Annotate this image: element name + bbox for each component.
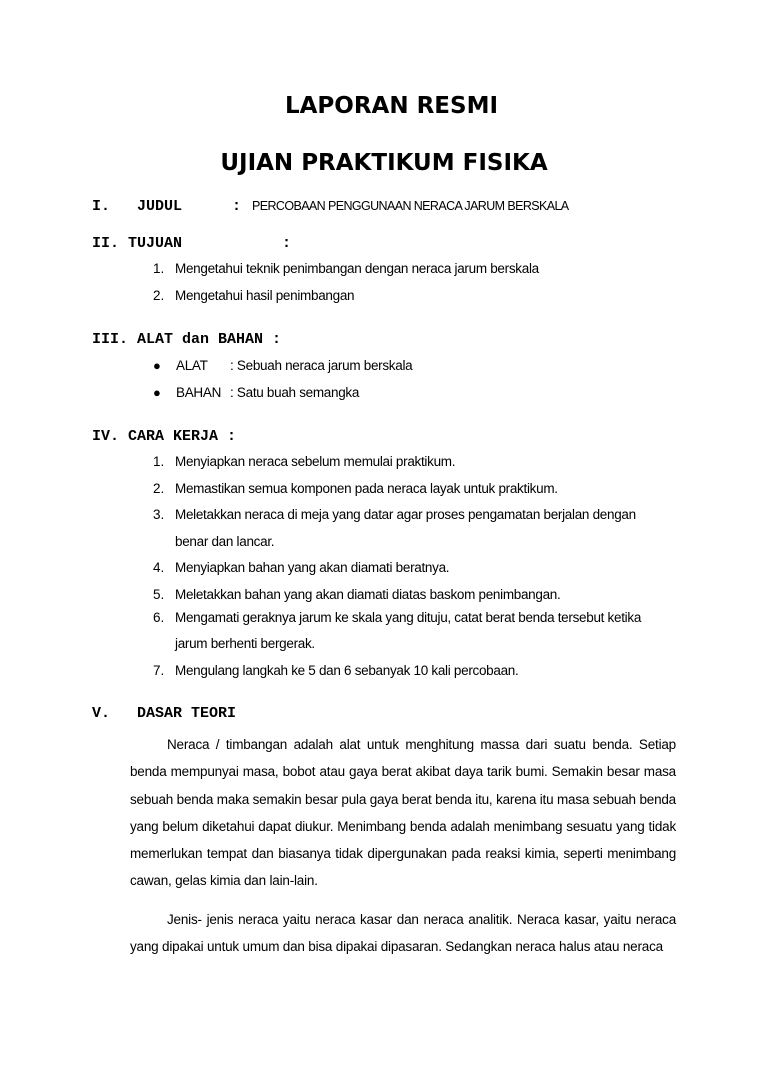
alat-item-label: BAHAN (176, 385, 222, 400)
cara-item-number: 4. (153, 560, 165, 575)
dasar-paragraph-2 (130, 906, 676, 961)
cara-item-text-continued: benar dan lancar. (175, 534, 275, 549)
dasar-paragraph-2-text: Jenis- jenis neraca yaitu neraca kasar dan neraca analitik. Neraca kasar, yaitu neraca yang dipakai untuk umum dan bisa dipakai dipasaran. Sedangkan neraca halus atau neraca (130, 912, 676, 955)
section-judul-heading: I. JUDUL (92, 198, 183, 215)
alat-item-text: : Sebuah neraca jarum berskala (230, 358, 413, 373)
cara-item-text-continued: jarum berhenti bergerak. (175, 636, 315, 651)
tujuan-item-text: Mengetahui hasil penimbangan (175, 288, 355, 303)
bullet-icon: ● (153, 385, 161, 400)
cara-item-text: Memastikan semua komponen pada neraca layak untuk praktikum. (175, 481, 558, 496)
tujuan-item-text: Mengetahui teknik penimbangan dengan neraca jarum berskala (175, 261, 539, 276)
section-judul-value: PERCOBAAN PENGGUNAAN NERACA JARUM BERSKALA (252, 199, 569, 213)
title-line-2: UJIAN PRAKTIKUM FISIKA (220, 150, 548, 176)
cara-item-text: Mengulang langkah ke 5 dan 6 sebanyak 10 kali percobaan. (175, 663, 519, 678)
cara-item-text: Meletakkan bahan yang akan diamati diatas baskom penimbangan. (175, 587, 561, 602)
section-alat-heading: III. ALAT dan BAHAN : (92, 331, 282, 348)
alat-item-label: ALAT (176, 358, 208, 373)
alat-item-text: : Satu buah semangka (230, 385, 360, 400)
title-line-1: LAPORAN RESMI (284, 93, 499, 119)
cara-item-text: Menyiapkan bahan yang akan diamati beratnya. (175, 560, 450, 575)
cara-item-number: 6. (153, 610, 165, 625)
tujuan-item-number: 1. (153, 261, 165, 276)
section-cara-heading: IV. CARA KERJA : (92, 428, 237, 445)
cara-item-number: 1. (153, 454, 165, 469)
section-judul-colon: : (232, 198, 242, 215)
cara-item-number: 3. (153, 507, 165, 522)
bullet-icon: ● (153, 358, 161, 373)
section-tujuan-colon: : (282, 235, 292, 252)
cara-item-text: Meletakkan neraca di meja yang datar agar proses pengamatan berjalan dengan (175, 507, 636, 522)
dasar-paragraph-1 (130, 731, 676, 895)
cara-item-text: Mengamati geraknya jarum ke skala yang dituju, catat berat benda tersebut ketika (175, 610, 642, 625)
cara-item-number: 7. (153, 663, 165, 678)
cara-item-number: 5. (153, 587, 165, 602)
tujuan-item-number: 2. (153, 288, 165, 303)
section-tujuan-heading: II. TUJUAN (92, 235, 183, 252)
cara-item-number: 2. (153, 481, 165, 496)
cara-item-text: Menyiapkan neraca sebelum memulai praktikum. (175, 454, 456, 469)
dasar-paragraph-1-text: Neraca / timbangan adalah alat untuk menghitung massa dari suatu benda. Setiap benda mempunyai masa, bobot atau gaya berat akibat daya tarik bumi. Semakin besar masa sebuah benda maka semakin besar pula gaya berat benda itu, karena itu masa sebuah benda yang belum diketahui dapat diukur. Menimbang benda adalah menimbang sesuatu yang tidak memerlukan tempat dan biasanya tidak dipergunakan pada reaksi kimia, seperti menimbang cawan, gelas kimia dan lain-lain. (130, 737, 676, 889)
section-dasar-heading: V. DASAR TEORI (92, 705, 237, 722)
